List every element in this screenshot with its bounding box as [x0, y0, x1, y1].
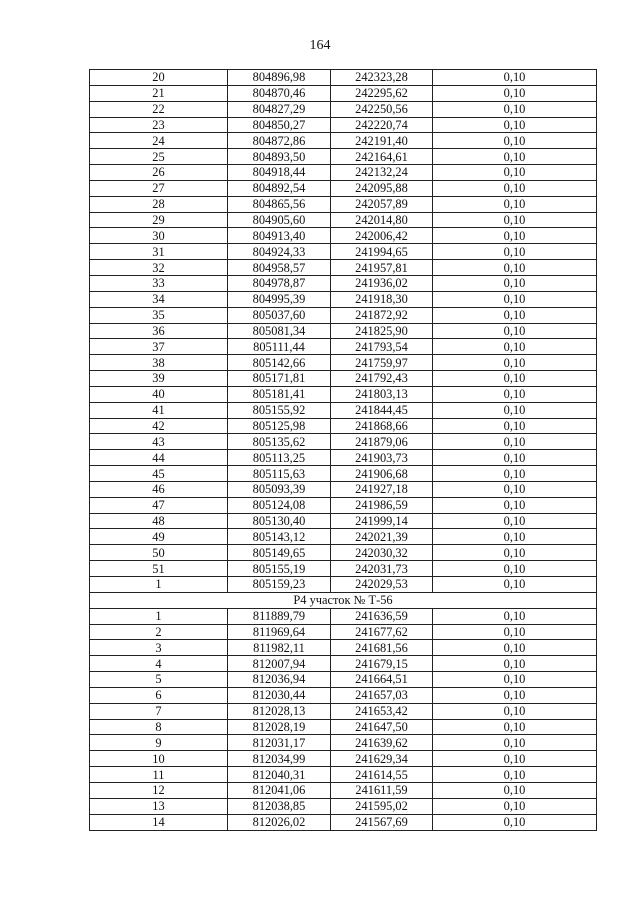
x-coordinate-cell: 804892,54	[228, 180, 331, 196]
tolerance-cell: 0,10	[433, 196, 597, 212]
point-number-cell: 3	[90, 640, 228, 656]
tolerance-cell: 0,10	[433, 814, 597, 830]
point-number-cell: 1	[90, 608, 228, 624]
point-number-cell: 32	[90, 260, 228, 276]
x-coordinate-cell: 812041,06	[228, 782, 331, 798]
table-row	[90, 767, 597, 783]
point-number-cell: 28	[90, 196, 228, 212]
tolerance-cell: 0,10	[433, 719, 597, 735]
x-coordinate-cell: 812031,17	[228, 735, 331, 751]
x-coordinate-cell: 805037,60	[228, 307, 331, 323]
y-coordinate-cell: 241639,62	[331, 735, 433, 751]
x-coordinate-cell: 805125,98	[228, 418, 331, 434]
y-coordinate-cell: 242323,28	[331, 70, 433, 86]
point-number-cell: 50	[90, 545, 228, 561]
tolerance-cell: 0,10	[433, 640, 597, 656]
table-row	[90, 101, 597, 117]
y-coordinate-cell: 242021,39	[331, 529, 433, 545]
tolerance-cell: 0,10	[433, 117, 597, 133]
tolerance-cell: 0,10	[433, 481, 597, 497]
x-coordinate-cell: 804958,57	[228, 260, 331, 276]
y-coordinate-cell: 241614,55	[331, 767, 433, 783]
table-row	[90, 608, 597, 624]
x-coordinate-cell: 812007,94	[228, 656, 331, 672]
table-row	[90, 466, 597, 482]
x-coordinate-cell: 805093,39	[228, 481, 331, 497]
section-row	[90, 592, 597, 608]
point-number-cell: 49	[90, 529, 228, 545]
y-coordinate-cell: 241679,15	[331, 656, 433, 672]
x-coordinate-cell: 805143,12	[228, 529, 331, 545]
x-coordinate-cell: 804827,29	[228, 101, 331, 117]
y-coordinate-cell: 241595,02	[331, 798, 433, 814]
point-number-cell: 22	[90, 101, 228, 117]
x-coordinate-cell: 805181,41	[228, 386, 331, 402]
point-number-cell: 34	[90, 291, 228, 307]
y-coordinate-cell: 241792,43	[331, 371, 433, 387]
point-number-cell: 41	[90, 402, 228, 418]
y-coordinate-cell: 242014,80	[331, 212, 433, 228]
x-coordinate-cell: 804995,39	[228, 291, 331, 307]
table-row	[90, 814, 597, 830]
tolerance-cell: 0,10	[433, 703, 597, 719]
point-number-cell: 6	[90, 687, 228, 703]
tolerance-cell: 0,10	[433, 212, 597, 228]
table-row	[90, 244, 597, 260]
x-coordinate-cell: 811982,11	[228, 640, 331, 656]
point-number-cell: 36	[90, 323, 228, 339]
point-number-cell: 21	[90, 85, 228, 101]
y-coordinate-cell: 241759,97	[331, 355, 433, 371]
x-coordinate-cell: 811969,64	[228, 624, 331, 640]
tolerance-cell: 0,10	[433, 672, 597, 688]
x-coordinate-cell: 804850,27	[228, 117, 331, 133]
table-row	[90, 386, 597, 402]
y-coordinate-cell: 241906,68	[331, 466, 433, 482]
table-row	[90, 529, 597, 545]
x-coordinate-cell: 811889,79	[228, 608, 331, 624]
y-coordinate-cell: 242220,74	[331, 117, 433, 133]
y-coordinate-cell: 241957,81	[331, 260, 433, 276]
point-number-cell: 13	[90, 798, 228, 814]
table-row	[90, 371, 597, 387]
tolerance-cell: 0,10	[433, 371, 597, 387]
table-row	[90, 434, 597, 450]
tolerance-cell: 0,10	[433, 545, 597, 561]
x-coordinate-cell: 804918,44	[228, 165, 331, 181]
tolerance-cell: 0,10	[433, 180, 597, 196]
table-row	[90, 339, 597, 355]
x-coordinate-cell: 804896,98	[228, 70, 331, 86]
point-number-cell: 29	[90, 212, 228, 228]
tolerance-cell: 0,10	[433, 687, 597, 703]
table-row	[90, 180, 597, 196]
x-coordinate-cell: 805124,08	[228, 497, 331, 513]
x-coordinate-cell: 804893,50	[228, 149, 331, 165]
table-row	[90, 513, 597, 529]
point-number-cell: 39	[90, 371, 228, 387]
tolerance-cell: 0,10	[433, 275, 597, 291]
x-coordinate-cell: 805111,44	[228, 339, 331, 355]
table-row	[90, 196, 597, 212]
x-coordinate-cell: 805142,66	[228, 355, 331, 371]
table-row	[90, 450, 597, 466]
tolerance-cell: 0,10	[433, 624, 597, 640]
table-row	[90, 323, 597, 339]
tolerance-cell: 0,10	[433, 418, 597, 434]
tolerance-cell: 0,10	[433, 798, 597, 814]
table-row	[90, 782, 597, 798]
table-row	[90, 212, 597, 228]
table-row	[90, 719, 597, 735]
point-number-cell: 42	[90, 418, 228, 434]
y-coordinate-cell: 241872,92	[331, 307, 433, 323]
point-number-cell: 45	[90, 466, 228, 482]
x-coordinate-cell: 805149,65	[228, 545, 331, 561]
y-coordinate-cell: 241681,56	[331, 640, 433, 656]
point-number-cell: 26	[90, 165, 228, 181]
tolerance-cell: 0,10	[433, 165, 597, 181]
tolerance-cell: 0,10	[433, 323, 597, 339]
table-row	[90, 640, 597, 656]
section-header	[90, 592, 597, 608]
table-row	[90, 561, 597, 577]
tolerance-cell: 0,10	[433, 70, 597, 86]
y-coordinate-cell: 241653,42	[331, 703, 433, 719]
x-coordinate-cell: 805155,19	[228, 561, 331, 577]
table-row	[90, 497, 597, 513]
y-coordinate-cell: 241636,59	[331, 608, 433, 624]
x-coordinate-cell: 805130,40	[228, 513, 331, 529]
table-row	[90, 656, 597, 672]
table-row	[90, 149, 597, 165]
y-coordinate-cell: 242057,89	[331, 196, 433, 212]
y-coordinate-cell: 241918,30	[331, 291, 433, 307]
table-row	[90, 355, 597, 371]
y-coordinate-cell: 242250,56	[331, 101, 433, 117]
table-row	[90, 735, 597, 751]
y-coordinate-cell: 241927,18	[331, 481, 433, 497]
point-number-cell: 20	[90, 70, 228, 86]
coordinates-table-body-part2	[90, 608, 597, 830]
point-number-cell: 9	[90, 735, 228, 751]
point-number-cell: 8	[90, 719, 228, 735]
tolerance-cell: 0,10	[433, 466, 597, 482]
x-coordinate-cell: 804870,46	[228, 85, 331, 101]
tolerance-cell: 0,10	[433, 751, 597, 767]
x-coordinate-cell: 812028,19	[228, 719, 331, 735]
point-number-cell: 47	[90, 497, 228, 513]
y-coordinate-cell: 241879,06	[331, 434, 433, 450]
table-row	[90, 117, 597, 133]
point-number-cell: 12	[90, 782, 228, 798]
tolerance-cell: 0,10	[433, 101, 597, 117]
x-coordinate-cell: 805113,25	[228, 450, 331, 466]
section-title: Р4 участок № Т-56	[90, 592, 597, 608]
y-coordinate-cell: 241986,59	[331, 497, 433, 513]
coordinates-table-body-part1	[90, 70, 597, 593]
tolerance-cell: 0,10	[433, 260, 597, 276]
y-coordinate-cell: 241803,13	[331, 386, 433, 402]
point-number-cell: 38	[90, 355, 228, 371]
table-row	[90, 228, 597, 244]
table-row	[90, 133, 597, 149]
x-coordinate-cell: 805135,62	[228, 434, 331, 450]
table-row	[90, 624, 597, 640]
tolerance-cell: 0,10	[433, 561, 597, 577]
x-coordinate-cell: 805081,34	[228, 323, 331, 339]
table-row	[90, 751, 597, 767]
y-coordinate-cell: 241567,69	[331, 814, 433, 830]
point-number-cell: 10	[90, 751, 228, 767]
y-coordinate-cell: 241629,34	[331, 751, 433, 767]
y-coordinate-cell: 242191,40	[331, 133, 433, 149]
tolerance-cell: 0,10	[433, 434, 597, 450]
tolerance-cell: 0,10	[433, 307, 597, 323]
point-number-cell: 44	[90, 450, 228, 466]
point-number-cell: 27	[90, 180, 228, 196]
point-number-cell: 51	[90, 561, 228, 577]
tolerance-cell: 0,10	[433, 228, 597, 244]
point-number-cell: 23	[90, 117, 228, 133]
y-coordinate-cell: 242132,24	[331, 165, 433, 181]
point-number-cell: 30	[90, 228, 228, 244]
point-number-cell: 14	[90, 814, 228, 830]
y-coordinate-cell: 242029,53	[331, 577, 433, 593]
x-coordinate-cell: 804924,33	[228, 244, 331, 260]
tolerance-cell: 0,10	[433, 402, 597, 418]
x-coordinate-cell: 804905,60	[228, 212, 331, 228]
table-row	[90, 703, 597, 719]
tolerance-cell: 0,10	[433, 577, 597, 593]
tolerance-cell: 0,10	[433, 782, 597, 798]
tolerance-cell: 0,10	[433, 608, 597, 624]
tolerance-cell: 0,10	[433, 85, 597, 101]
tolerance-cell: 0,10	[433, 291, 597, 307]
tolerance-cell: 0,10	[433, 735, 597, 751]
table-row	[90, 307, 597, 323]
table-row	[90, 70, 597, 86]
tolerance-cell: 0,10	[433, 133, 597, 149]
x-coordinate-cell: 812026,02	[228, 814, 331, 830]
table-row	[90, 418, 597, 434]
point-number-cell: 4	[90, 656, 228, 672]
x-coordinate-cell: 805115,63	[228, 466, 331, 482]
point-number-cell: 1	[90, 577, 228, 593]
point-number-cell: 46	[90, 481, 228, 497]
y-coordinate-cell: 241793,54	[331, 339, 433, 355]
table-row	[90, 165, 597, 181]
tolerance-cell: 0,10	[433, 513, 597, 529]
table-row	[90, 260, 597, 276]
point-number-cell: 35	[90, 307, 228, 323]
tolerance-cell: 0,10	[433, 767, 597, 783]
point-number-cell: 40	[90, 386, 228, 402]
x-coordinate-cell: 812036,94	[228, 672, 331, 688]
y-coordinate-cell: 241825,90	[331, 323, 433, 339]
y-coordinate-cell: 241999,14	[331, 513, 433, 529]
table-row	[90, 672, 597, 688]
table-row	[90, 481, 597, 497]
tolerance-cell: 0,10	[433, 355, 597, 371]
point-number-cell: 43	[90, 434, 228, 450]
x-coordinate-cell: 805159,23	[228, 577, 331, 593]
y-coordinate-cell: 242164,61	[331, 149, 433, 165]
x-coordinate-cell: 804978,87	[228, 275, 331, 291]
tolerance-cell: 0,10	[433, 386, 597, 402]
point-number-cell: 37	[90, 339, 228, 355]
table-row	[90, 577, 597, 593]
y-coordinate-cell: 241903,73	[331, 450, 433, 466]
y-coordinate-cell: 241647,50	[331, 719, 433, 735]
y-coordinate-cell: 241844,45	[331, 402, 433, 418]
point-number-cell: 11	[90, 767, 228, 783]
x-coordinate-cell: 804872,86	[228, 133, 331, 149]
point-number-cell: 7	[90, 703, 228, 719]
point-number-cell: 5	[90, 672, 228, 688]
y-coordinate-cell: 241994,65	[331, 244, 433, 260]
y-coordinate-cell: 242006,42	[331, 228, 433, 244]
y-coordinate-cell: 241657,03	[331, 687, 433, 703]
tolerance-cell: 0,10	[433, 497, 597, 513]
tolerance-cell: 0,10	[433, 339, 597, 355]
x-coordinate-cell: 812028,13	[228, 703, 331, 719]
tolerance-cell: 0,10	[433, 656, 597, 672]
x-coordinate-cell: 804913,40	[228, 228, 331, 244]
point-number-cell: 2	[90, 624, 228, 640]
x-coordinate-cell: 804865,56	[228, 196, 331, 212]
point-number-cell: 48	[90, 513, 228, 529]
x-coordinate-cell: 812040,31	[228, 767, 331, 783]
table-row	[90, 275, 597, 291]
y-coordinate-cell: 241936,02	[331, 275, 433, 291]
tolerance-cell: 0,10	[433, 450, 597, 466]
y-coordinate-cell: 241611,59	[331, 782, 433, 798]
y-coordinate-cell: 242030,32	[331, 545, 433, 561]
y-coordinate-cell: 242295,62	[331, 85, 433, 101]
y-coordinate-cell: 241677,62	[331, 624, 433, 640]
table-row	[90, 291, 597, 307]
table-row	[90, 798, 597, 814]
point-number-cell: 24	[90, 133, 228, 149]
table-row	[90, 402, 597, 418]
point-number-cell: 33	[90, 275, 228, 291]
y-coordinate-cell: 241868,66	[331, 418, 433, 434]
x-coordinate-cell: 805171,81	[228, 371, 331, 387]
page-number: 164	[309, 38, 331, 53]
x-coordinate-cell: 805155,92	[228, 402, 331, 418]
table-row	[90, 85, 597, 101]
x-coordinate-cell: 812038,85	[228, 798, 331, 814]
table-row	[90, 545, 597, 561]
y-coordinate-cell: 242031,73	[331, 561, 433, 577]
point-number-cell: 25	[90, 149, 228, 165]
y-coordinate-cell: 241664,51	[331, 672, 433, 688]
table-row	[90, 687, 597, 703]
x-coordinate-cell: 812030,44	[228, 687, 331, 703]
coordinates-table	[89, 69, 597, 831]
point-number-cell: 31	[90, 244, 228, 260]
x-coordinate-cell: 812034,99	[228, 751, 331, 767]
tolerance-cell: 0,10	[433, 529, 597, 545]
y-coordinate-cell: 242095,88	[331, 180, 433, 196]
tolerance-cell: 0,10	[433, 244, 597, 260]
tolerance-cell: 0,10	[433, 149, 597, 165]
